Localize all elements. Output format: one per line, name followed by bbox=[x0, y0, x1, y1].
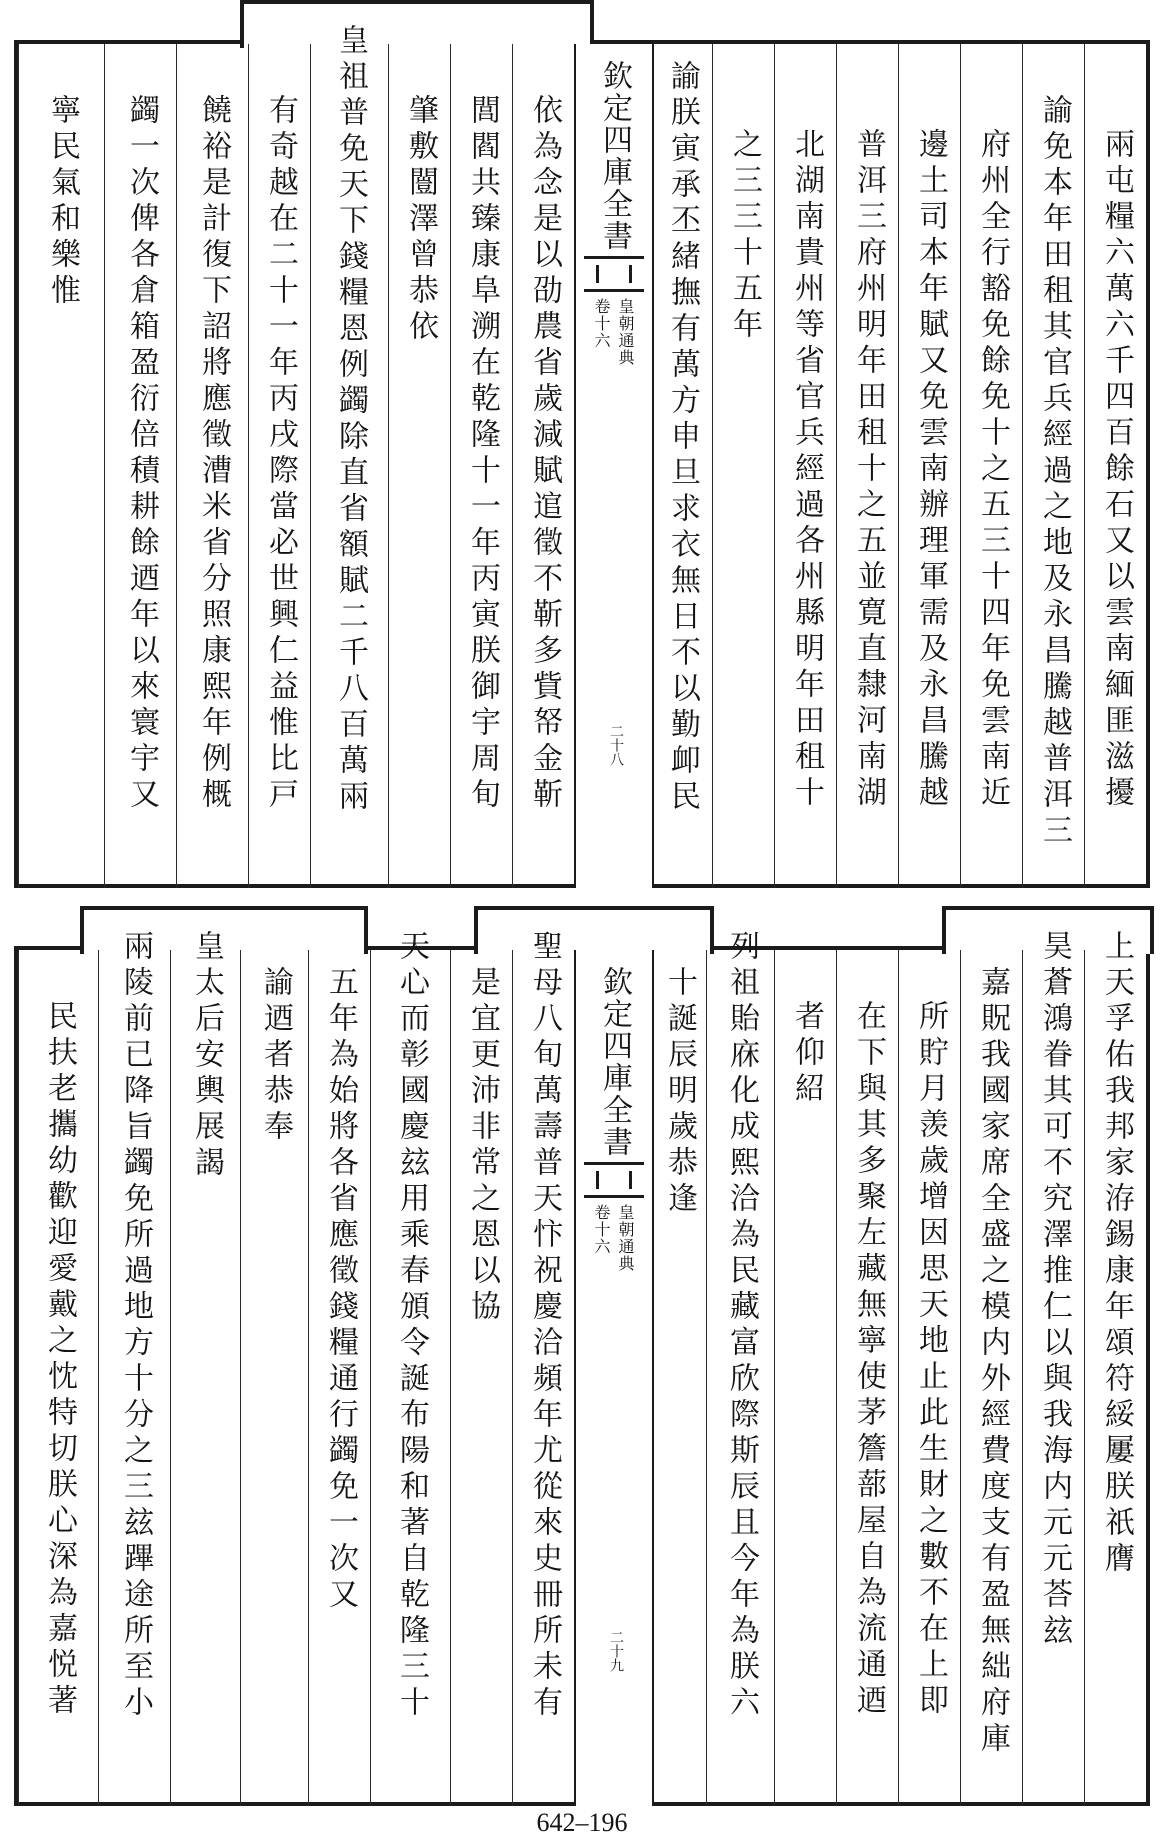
column-text: 者仰紹 bbox=[789, 1000, 824, 1108]
fish-tail-mark bbox=[584, 256, 644, 292]
top-center-band bbox=[574, 44, 654, 888]
column-text: 有奇越在二十一年丙戌際當必世興仁益惟比戸 bbox=[263, 94, 298, 814]
bottom-column-7 bbox=[706, 930, 775, 1806]
bottom-page bbox=[14, 906, 1150, 1806]
bottom-column-6 bbox=[774, 950, 837, 1806]
top-column-4 bbox=[898, 44, 961, 888]
library-title: 欽定四庫全書 bbox=[597, 966, 632, 1158]
page-number: 二十八 bbox=[608, 724, 624, 766]
bottom-column-11 bbox=[370, 930, 451, 1806]
column-text: 民扶老攜幼歡迎愛戴之忱特切朕心深為嘉悦著 bbox=[42, 1000, 77, 1720]
top-column-6 bbox=[774, 44, 837, 888]
bottom-column-1 bbox=[1084, 930, 1147, 1806]
page-footer-number: 642–196 bbox=[536, 1808, 628, 1837]
top-column-14 bbox=[176, 44, 249, 888]
column-text: 上天孚佑我邦家洊錫康年頌符綏屢朕祇膺 bbox=[1099, 930, 1134, 1578]
top-page bbox=[14, 0, 1150, 888]
column-text: 之三三十五年 bbox=[727, 128, 762, 344]
bottom-column-12 bbox=[308, 950, 371, 1806]
top-column-1 bbox=[1084, 44, 1147, 888]
column-text: 嘉貺我國家席全盛之模内外經費度支有盈無絀府庫 bbox=[975, 966, 1010, 1758]
top-column-9 bbox=[512, 44, 575, 888]
column-text: 在下與其多聚左藏無寧使茅簷蔀屋自為流通迺 bbox=[851, 1000, 886, 1720]
column-text: 諭免本年田租其官兵經過之地及永昌騰越普洱三 bbox=[1037, 94, 1072, 850]
top-column-5 bbox=[836, 44, 899, 888]
bottom-column-15 bbox=[98, 930, 171, 1806]
column-text: 五年為始將各省應徵錢糧通行蠲免一次又 bbox=[323, 966, 358, 1614]
bottom-raised-header-mid bbox=[474, 906, 714, 954]
column-text: 十誕辰明歲恭逢 bbox=[662, 966, 697, 1218]
column-text: 是宜更沛非常之恩以協 bbox=[465, 966, 500, 1326]
column-text: 北湖南貴州等省官兵經過各州縣明年田租十 bbox=[789, 128, 824, 812]
volume-label: 卷十六 bbox=[592, 298, 611, 349]
column-text: 依為念是以劭農省歲減賦逭徵不靳多貲帑金靳 bbox=[527, 94, 562, 814]
bottom-column-13 bbox=[240, 950, 309, 1806]
bottom-column-3 bbox=[960, 950, 1023, 1806]
top-column-2 bbox=[1022, 44, 1085, 888]
bottom-column-5 bbox=[836, 950, 899, 1806]
column-text: 列祖貽庥化成熙洽為民藏富欣際斯辰且今年為朕六 bbox=[724, 930, 759, 1722]
column-text: 天心而彰國慶玆用乘春頒令誕布陽和著自乾隆三十 bbox=[394, 930, 429, 1722]
top-column-8 bbox=[650, 44, 713, 888]
bottom-column-14 bbox=[170, 930, 241, 1806]
top-column-12 bbox=[310, 24, 389, 888]
column-text: 蠲一次俾各倉箱盈衍倍積耕餘迺年以來寰宇又 bbox=[124, 94, 159, 814]
column-text: 寧民氣和樂惟 bbox=[45, 94, 80, 310]
bottom-center-band bbox=[574, 950, 654, 1806]
top-column-7 bbox=[712, 44, 775, 888]
column-text: 諭朕寅承丕緒撫有萬方申旦求衣無日不以勤卹民 bbox=[665, 60, 700, 816]
bottom-column-10 bbox=[450, 950, 513, 1806]
column-text: 皇太后安輿展謁 bbox=[189, 930, 224, 1182]
column-text: 閭閻共臻康阜溯在乾隆十一年丙寅朕御宇周旬 bbox=[465, 94, 500, 814]
volume-label: 卷十六 bbox=[592, 1204, 611, 1255]
page-number: 二十九 bbox=[608, 1630, 624, 1672]
top-column-3 bbox=[960, 44, 1023, 888]
bottom-column-8 bbox=[650, 950, 707, 1806]
column-text: 府州全行豁免餘免十之五三十四年免雲南近 bbox=[975, 128, 1010, 812]
bottom-column-16 bbox=[18, 950, 99, 1806]
column-text: 普洱三府州明年田租十之五並寛直隸河南湖 bbox=[851, 128, 886, 812]
fish-tail-mark bbox=[584, 1162, 644, 1198]
book-title: 皇朝通典 bbox=[616, 1204, 635, 1272]
top-column-15 bbox=[104, 44, 177, 888]
book-title: 皇朝通典 bbox=[616, 298, 635, 366]
top-column-16 bbox=[18, 44, 105, 888]
column-text: 饒裕是計復下詔將應徵漕米省分照康熙年例概 bbox=[196, 94, 231, 814]
column-text: 所貯月羡歲增因思天地止此生財之數不在上即 bbox=[913, 1000, 948, 1720]
top-column-10 bbox=[450, 44, 513, 888]
top-column-11 bbox=[388, 44, 451, 888]
library-title: 欽定四庫全書 bbox=[597, 60, 632, 252]
column-text: 諭迺者恭奉 bbox=[258, 966, 293, 1146]
bottom-column-2 bbox=[1022, 930, 1085, 1806]
top-raised-header bbox=[240, 0, 594, 48]
column-text: 昊蒼鴻眷其可不究澤推仁以與我海内元元荅玆 bbox=[1037, 930, 1072, 1650]
column-text: 兩屯糧六萬六千四百餘石又以雲南緬匪滋擾 bbox=[1099, 128, 1134, 812]
bottom-column-4 bbox=[898, 950, 961, 1806]
top-column-13 bbox=[248, 44, 311, 888]
column-text: 聖母八旬萬壽普天忭祝慶洽頻年尤從來史冊所未有 bbox=[527, 930, 562, 1722]
column-text: 兩陵前已降旨蠲免所過地方十分之三玆蹕途所至小 bbox=[118, 930, 153, 1722]
column-text: 皇祖普免天下錢糧恩例蠲除直省額賦二千八百萬兩 bbox=[333, 24, 368, 816]
column-text: 邊土司本年賦又免雲南辦理軍需及永昌騰越 bbox=[913, 128, 948, 812]
column-text: 肇敷闓澤曾恭依 bbox=[403, 94, 438, 346]
bottom-column-9 bbox=[512, 930, 575, 1806]
